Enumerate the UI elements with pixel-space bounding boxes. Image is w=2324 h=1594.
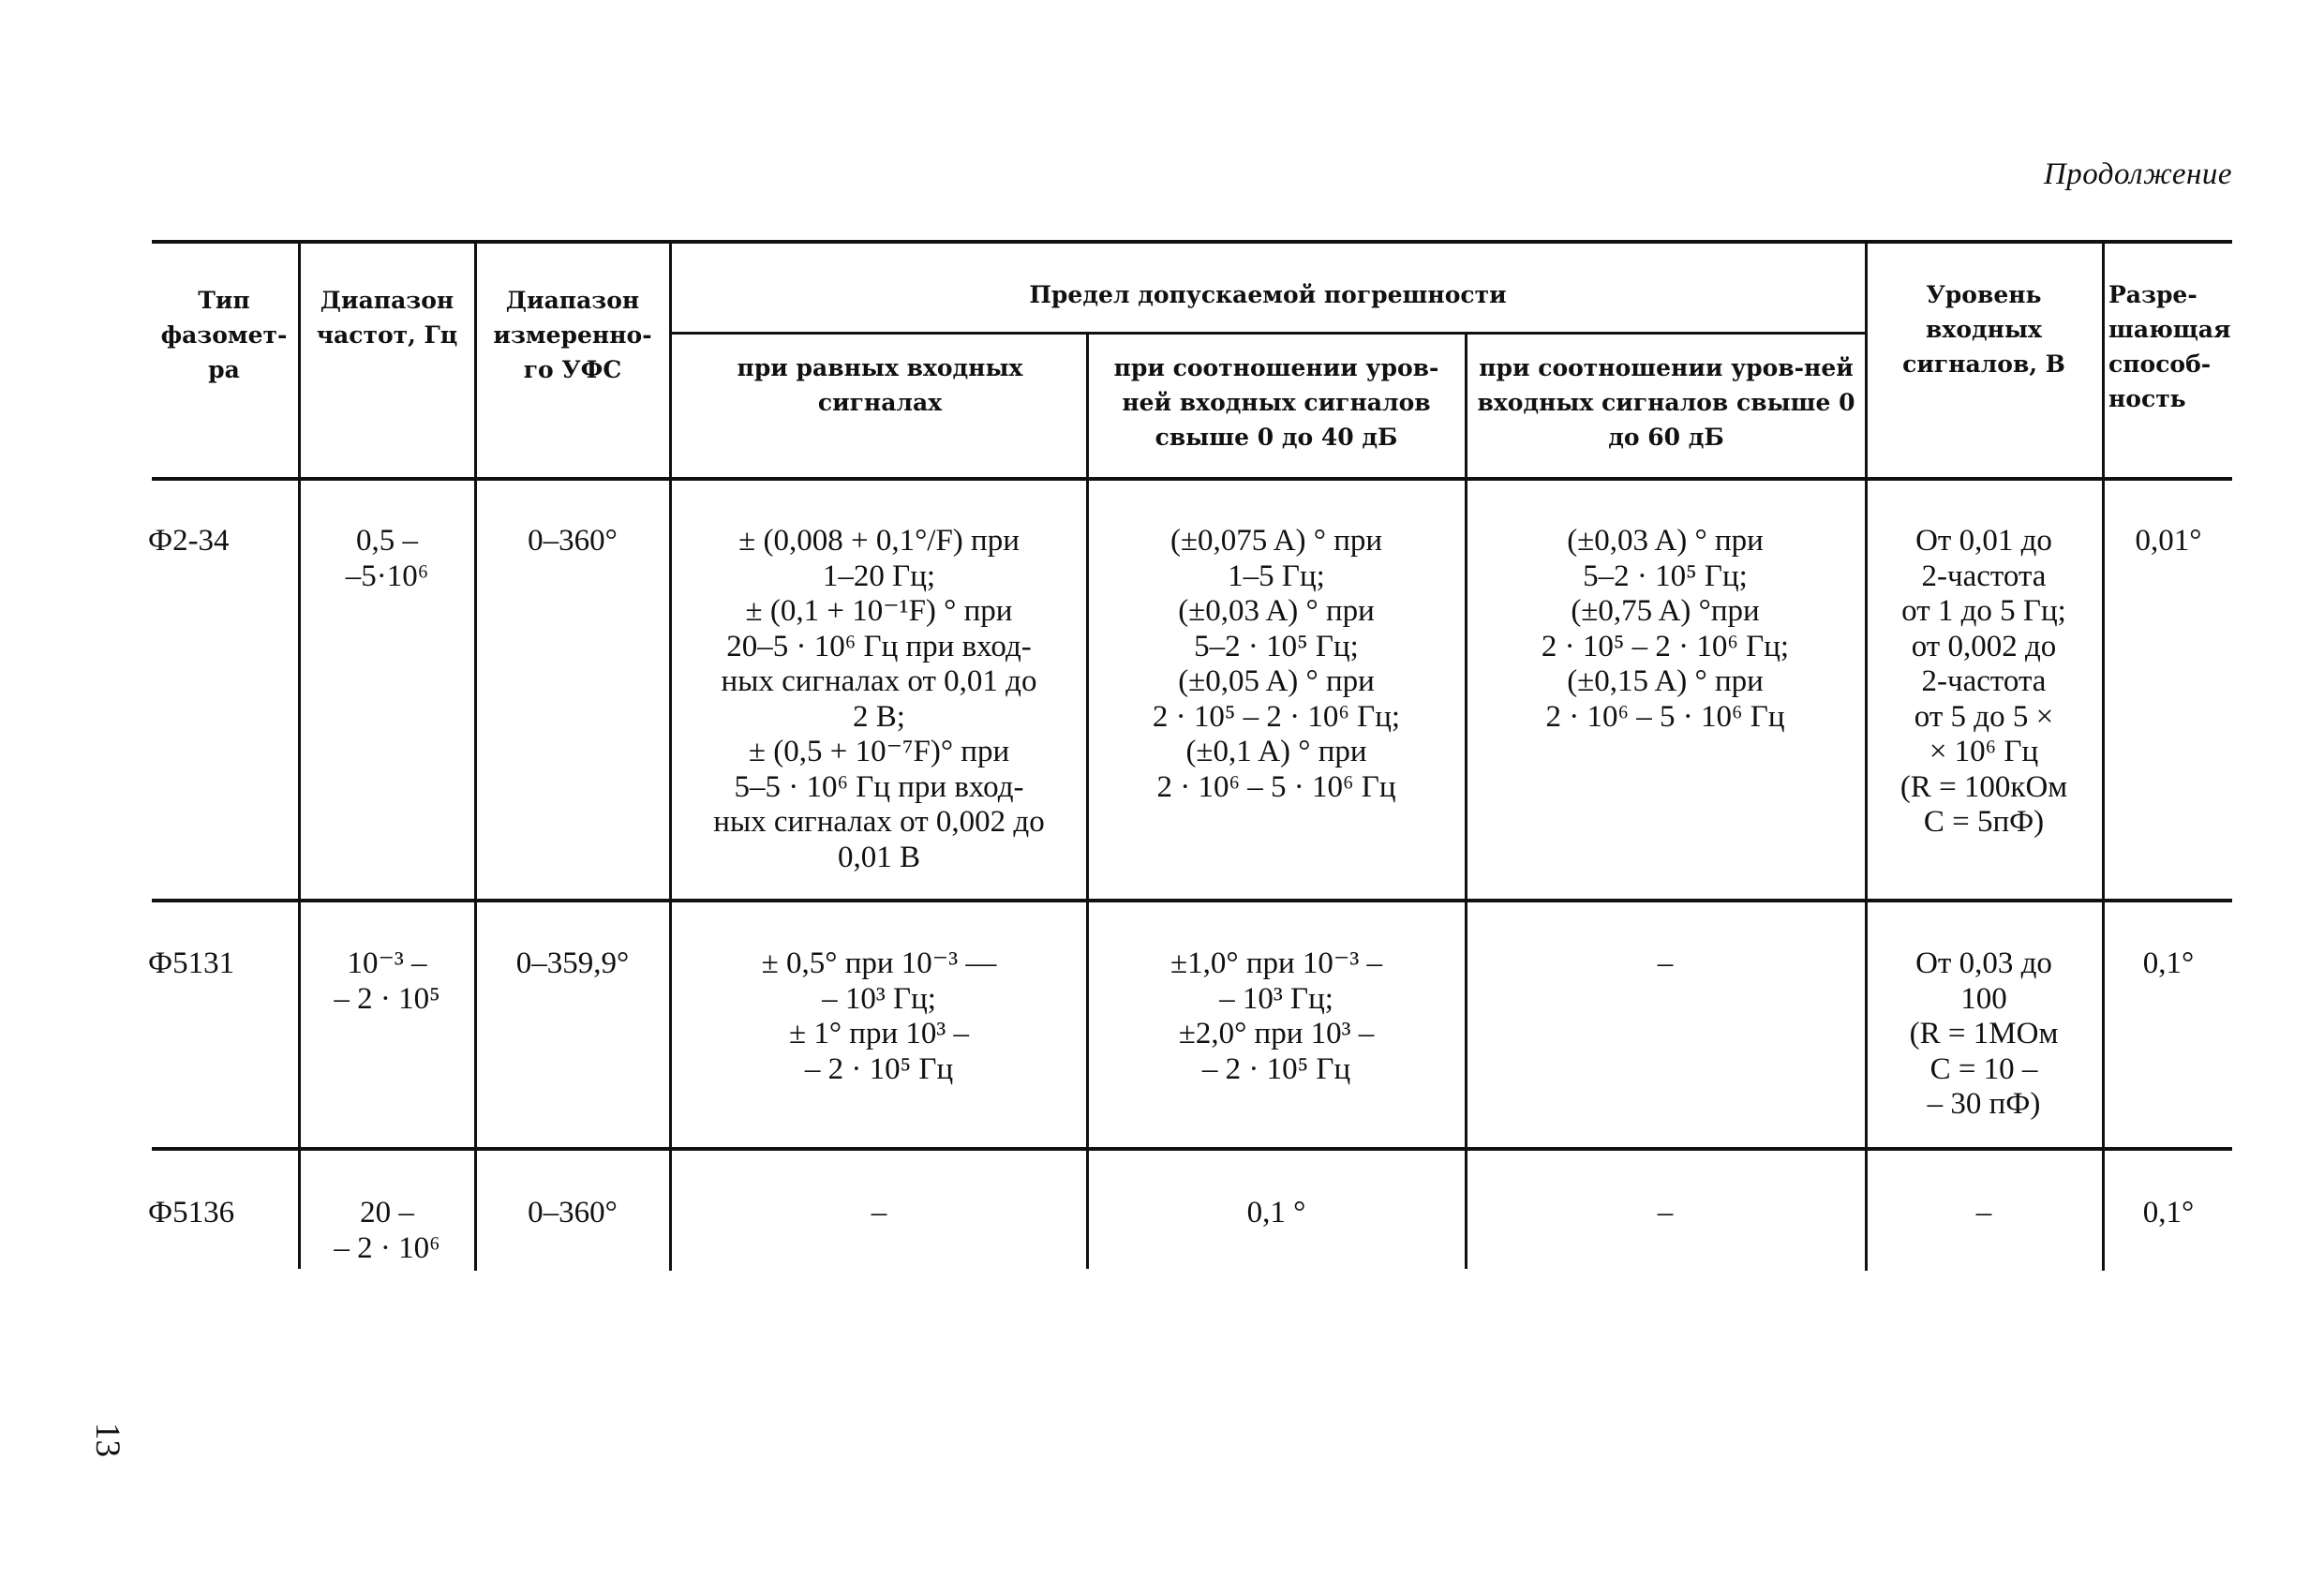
cell-line: От 0,03 до <box>1915 946 2052 980</box>
cell-line: От 0,01 до <box>1915 524 2052 558</box>
row-2-bottom-rule <box>152 1147 2232 1151</box>
cell-line: (±0,15 A) ° при <box>1567 664 1764 698</box>
cell-line: ± 1° при 10³ – <box>788 1017 970 1050</box>
cell-line: – 30 пФ) <box>1927 1087 2041 1121</box>
cell-resolution <box>2107 1196 2230 1231</box>
cell-line: ±1,0° при 10⁻³ – <box>1170 946 1382 980</box>
cell-line: 1–5 Гц; <box>1228 559 1325 593</box>
cell-line: 0,1° <box>2142 946 2195 980</box>
cell-line: 0,01 В <box>837 840 920 874</box>
cell-type <box>148 1196 289 1231</box>
cell-line: ных сигналах от 0,002 до <box>713 805 1045 839</box>
cell-ratio-40 <box>1091 524 1462 805</box>
cell-line: – 2 · 10⁵ Гц <box>1201 1051 1351 1086</box>
cell-freq-range <box>304 1196 470 1266</box>
header-equal-signals: при равных входных сигналах <box>737 354 1023 416</box>
cell-line: от 5 до 5 × <box>1914 699 2054 734</box>
cell-ufs-range <box>480 524 665 559</box>
column-divider <box>2102 242 2105 1271</box>
header-error-limit: Предел допускаемой погрешности <box>1029 281 1507 308</box>
cell-line: 0–360° <box>528 1196 618 1229</box>
cell-line: ных сигналах от 0,01 до <box>721 664 1037 698</box>
cell-line: 1–20 Гц; <box>822 559 936 593</box>
column-divider <box>1465 334 1467 1269</box>
cell-equal-signals <box>675 524 1083 875</box>
cell-line: 0,1° <box>2142 1196 2195 1229</box>
cell-ufs-range <box>480 1196 665 1231</box>
cell-ratio-60 <box>1469 946 1861 982</box>
cell-line: × 10⁶ Гц <box>1929 735 2039 768</box>
cell-line: C = 5пФ) <box>1923 805 2045 839</box>
cell-line: – 10³ Гц; <box>1219 981 1333 1016</box>
cell-line: ± (0,008 + 0,1°/F) при <box>738 524 1020 558</box>
cell-input-level <box>1869 1196 2099 1231</box>
cell-line: 0–360° <box>528 524 618 558</box>
cell-line: 2 · 10⁶ – 5 · 10⁶ Гц <box>1545 699 1785 734</box>
header-freq-range: Диапазон частот, Гц <box>316 287 458 349</box>
cell-line: (±0,75 A) °при <box>1571 594 1760 628</box>
cell-line: (R = 1МОм <box>1909 1017 2059 1050</box>
cell-line: – <box>1657 946 1674 980</box>
cell-line: (±0,1 A) ° при <box>1185 735 1367 768</box>
row-1-bottom-rule <box>152 899 2232 902</box>
header-ratio-60: при соотношении уров-ней входных сигналов свыше 0 до 60 дБ <box>1477 354 1855 451</box>
cell-ratio-40 <box>1091 1196 1462 1231</box>
cell-line: (±0,03 A) ° при <box>1567 524 1764 558</box>
cell-line: ±2,0° при 10³ – <box>1178 1017 1375 1050</box>
cell-line: 2 · 10⁵ – 2 · 10⁶ Гц; <box>1541 629 1790 663</box>
cell-ufs-range <box>480 946 665 982</box>
cell-line: ± (0,5 + 10⁻⁷F)° при <box>748 735 1010 768</box>
cell-line: (R = 100кОм <box>1899 769 2068 804</box>
column-divider <box>669 242 672 1271</box>
cell-line: Ф5131 <box>148 946 235 980</box>
cell-input-level <box>1869 946 2099 1123</box>
cell-ratio-40 <box>1091 946 1462 1087</box>
header-ufs-range: Диапазон измеренно-го УФС <box>493 287 652 383</box>
column-divider <box>1865 242 1868 1271</box>
cell-equal-signals <box>675 1196 1083 1231</box>
cell-ratio-60 <box>1469 524 1861 735</box>
cell-equal-signals <box>675 946 1083 1087</box>
column-divider <box>1086 334 1089 1269</box>
cell-line: – 2 · 10⁵ <box>334 981 440 1016</box>
cell-line: (±0,075 A) ° при <box>1169 524 1383 558</box>
cell-line: 5–5 · 10⁶ Гц при вход- <box>734 769 1024 804</box>
cell-line: 2-частота <box>1921 559 2047 593</box>
cell-freq-range <box>304 946 470 1017</box>
header-type: Тип фазомет-ра <box>160 287 288 383</box>
cell-line: –5·10⁶ <box>345 559 429 593</box>
cell-line: (±0,05 A) ° при <box>1178 664 1375 698</box>
cell-line: 2 · 10⁵ – 2 · 10⁶ Гц; <box>1152 699 1401 734</box>
cell-line: 0,5 – <box>356 524 418 558</box>
cell-line: от 1 до 5 Гц; <box>1901 594 2066 628</box>
header-resolution: Разре-шающая способ-ность <box>2108 281 2231 412</box>
cell-line: 5–2 · 10⁵ Гц; <box>1583 559 1748 593</box>
header-ratio-40: при соотношении уров-ней входных сигналов свыше 0 до 40 дБ <box>1113 354 1439 451</box>
cell-line: – <box>1975 1196 1992 1229</box>
cell-line: 20 – <box>360 1196 414 1229</box>
cell-line: 5–2 · 10⁵ Гц; <box>1194 629 1359 663</box>
cell-line: C = 10 – <box>1929 1051 2038 1086</box>
header-input-level: Уровень входных сигналов, В <box>1902 281 2065 378</box>
cell-line: – 10³ Гц; <box>822 981 936 1016</box>
cell-line: 2 В; <box>853 699 905 734</box>
cell-line: Ф5136 <box>148 1196 235 1229</box>
cell-ratio-60 <box>1469 1196 1861 1231</box>
cell-input-level <box>1869 524 2099 841</box>
cell-line: (±0,03 A) ° при <box>1178 594 1375 628</box>
cell-line: 2-частота <box>1921 664 2047 698</box>
cell-type <box>148 946 289 982</box>
page-number: 13 <box>88 1423 127 1457</box>
cell-line: 10⁻³ – <box>347 946 427 980</box>
cell-line: – 2 · 10⁵ Гц <box>804 1051 954 1086</box>
cell-line: 0,01° <box>2135 524 2202 558</box>
cell-resolution <box>2107 946 2230 982</box>
cell-line: Ф2-34 <box>148 524 230 558</box>
cell-line: 0,1 ° <box>1246 1196 1306 1229</box>
cell-freq-range <box>304 524 470 594</box>
cell-line: – <box>1657 1196 1674 1229</box>
column-divider <box>298 242 301 1269</box>
header-bottom-rule <box>152 477 2232 481</box>
cell-line: 100 <box>1960 981 2007 1016</box>
table-top-rule <box>152 240 2232 244</box>
continuation-label: Продолжение <box>2043 157 2232 191</box>
cell-type <box>148 524 289 559</box>
cell-line: 2 · 10⁶ – 5 · 10⁶ Гц <box>1156 769 1396 804</box>
error-limit-subheader-rule <box>671 332 1867 335</box>
column-divider <box>474 242 477 1271</box>
cell-line: ± (0,1 + 10⁻¹F) ° при <box>745 594 1013 628</box>
cell-line: от 0,002 до <box>1911 629 2057 663</box>
cell-line: 0–359,9° <box>515 946 630 980</box>
cell-resolution <box>2107 524 2230 559</box>
cell-line: ± 0,5° при 10⁻³ — <box>761 946 997 980</box>
cell-line: 20–5 · 10⁶ Гц при вход- <box>726 629 1032 663</box>
cell-line: – 2 · 10⁶ <box>334 1230 440 1265</box>
cell-line: – <box>871 1196 887 1229</box>
